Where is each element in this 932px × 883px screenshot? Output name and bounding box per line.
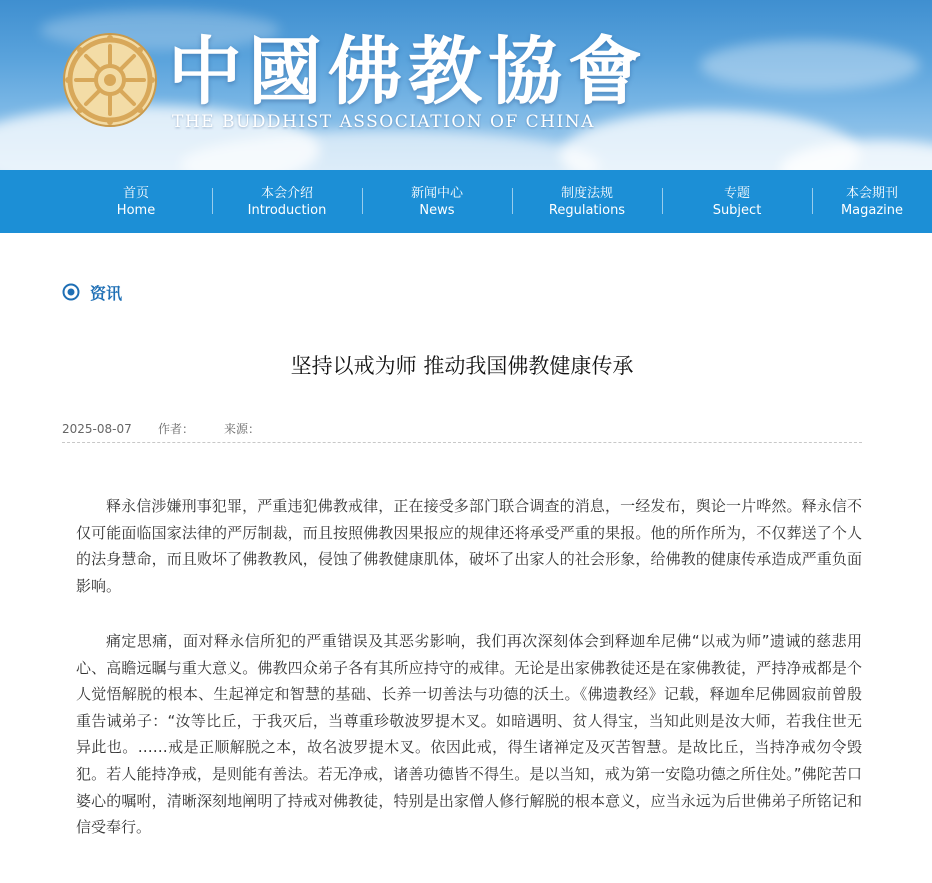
article-paragraph: 痛定思痛，面对释永信所犯的严重错误及其恶劣影响，我们再次深刻体会到释迦牟尼佛“以戒为师”遗诫的慈悲用心、高瞻远瞩与重大意义。佛教四众弟子各有其所应持守的戒律。无论是出家佛教徒还是在家佛教徒，严持净戒都是个人觉悟解脱的根本、生起禅定和智慧的基础、长养一切善法与功德的沃土。《佛遗教经》记载，释迦牟尼佛圆寂前曾殷重告诫弟子：“汝等比丘，于我灭后，当尊重珍敬波罗提木叉。如暗遇明、贫人得宝，当知此则是汝大师，若我住世无异此也。……戒是正顺解脱之本，故名波罗提木叉。依因此戒，得生诸禅定及灭苦智慧。是故比丘，当持净戒勿令毁犯。若人能持净戒，是则能有善法。若无净戒，诸善功德皆不得生。是以当知，戒为第一安隐功德之所住处。”佛陀苦口婆心的嘱咐，清晰深刻地阐明了持戒对佛教徒，特别是出家僧人修行解脱的根本意义，应当永远为后世佛弟子所铭记和信受奉行。 <box>76 632 862 837</box>
section-label[interactable]: 资讯 <box>90 283 123 303</box>
nav-item-introduction[interactable] <box>212 170 362 233</box>
nav-label-zh: 本会期刊 <box>845 185 898 201</box>
main-nav <box>0 170 932 233</box>
nav-label-en: Introduction <box>247 202 327 218</box>
site-title: 中國佛教協會 <box>168 29 648 115</box>
nav-label-zh: 首页 <box>122 185 149 201</box>
author-label: 作者： <box>158 422 195 436</box>
nav-label-en: Subject <box>712 202 762 218</box>
nav-label-zh: 专题 <box>723 185 750 201</box>
nav-label-zh: 新闻中心 <box>410 185 463 201</box>
cloud-decoration <box>700 40 920 90</box>
article-meta <box>62 420 862 443</box>
nav-item-news[interactable] <box>362 170 512 233</box>
header-banner <box>0 0 932 170</box>
nav-label-en: Home <box>116 202 156 218</box>
article-paragraph: 释永信涉嫌刑事犯罪，严重违犯佛教戒律，正在接受多部门联合调查的消息，一经发布，舆论一片哗然。释永信不仅可能面临国家法律的严厉制裁，而且按照佛教因果报应的规律还将承受严重的果报。他的所作所为，不仅葬送了个人的法身慧命，而且败坏了佛教教风，侵蚀了佛教健康肌体，破坏了出家人的社会形象，给佛教的健康传承造成严重负面影响。 <box>76 497 862 595</box>
section-heading <box>62 280 122 304</box>
nav-label-zh: 本会介绍 <box>260 185 313 201</box>
nav-item-home[interactable] <box>61 170 211 233</box>
nav-label-en: Magazine <box>840 202 904 218</box>
dharma-wheel-icon[interactable] <box>62 32 158 128</box>
nav-label-en: Regulations <box>548 202 626 218</box>
source-label: 来源： <box>224 422 261 436</box>
nav-label-zh: 制度法规 <box>560 185 613 201</box>
article-date: 2025-08-07 <box>62 422 132 436</box>
nav-item-regulations[interactable] <box>512 170 662 233</box>
nav-label-en: News <box>419 202 455 218</box>
article-title: 坚持以戒为师 推动我国佛教健康传承 <box>290 354 634 378</box>
target-icon <box>62 283 80 301</box>
nav-item-magazine[interactable] <box>812 170 932 233</box>
site-subtitle: THE BUDDHIST ASSOCIATION OF CHINA <box>172 112 595 132</box>
nav-item-subject[interactable] <box>662 170 812 233</box>
